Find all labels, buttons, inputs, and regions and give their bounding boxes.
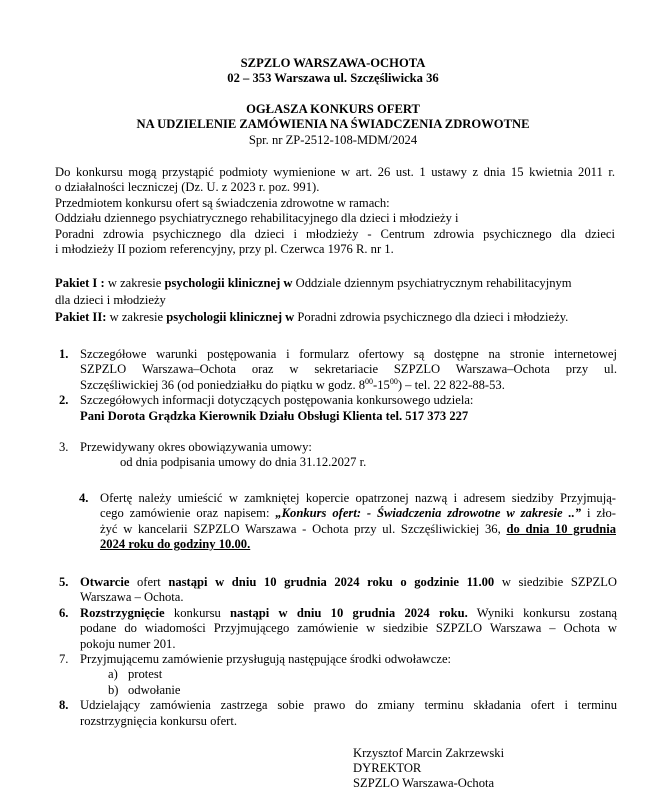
intro-section: [55, 165, 615, 257]
list-item-4-block: [75, 491, 616, 553]
announcement-subtitle: NA UDZIELENIE ZAMÓWIENIA NA ŚWIADCZENIA ZDROWOTNE: [136, 117, 530, 132]
signature-block: [353, 746, 504, 791]
list-items-5-8: [55, 575, 617, 729]
document-header: [0, 56, 666, 148]
list-items-1-2: [55, 347, 617, 424]
list-item-3-block: [55, 440, 617, 471]
intro-line: Poradni zdrowia psychicznego dla dzieci i młodzieży - Centrum zdrowia psychicznego dla dzieci: [55, 226, 615, 241]
org-name: SZPZLO WARSZAWA-OCHOTA: [240, 56, 426, 70]
list-item-6: 6. Rozstrzygnięcie konkursu nastąpi w dniu 10 grudnia 2024 roku. Wyniki konkursu zostaną podane do wiadomości Przyjmującego zamówienie w siedzibie SZPZLO Warszawa – Ochota w pokoju numer 201.: [59, 605, 618, 651]
package-1: Pakiet I : w zakresie psychologii klinicznej w Oddziale dziennym psychiatrycznym rehabilitacyjnym: [55, 276, 572, 290]
signatory-org: SZPZLO Warszawa-Ochota: [353, 776, 495, 790]
list-item-8: 8. Udzielający zamówienia zastrzega sobie prawo do zmiany terminu składania ofert i terminu rozstrzygnięcia konkursu ofert.: [59, 698, 617, 728]
sub-item: b) odwołanie: [108, 682, 181, 697]
list-item-2: 2. Szczegółowych informacji dotyczących postępowania konkursowego udziela: Pani Dorota Grądzka Kierownik Działu Obsługi Klienta tel. 517 373 227: [55, 393, 617, 424]
signatory-title: DYREKTOR: [353, 761, 422, 775]
list-item-7: 7. Przyjmującemu zamówienie przysługują następujące środki odwoławcze: a) protest b) odwołanie: [55, 652, 617, 698]
list-item-4: 4. Ofertę należy umieścić w zamkniętej kopercie opatrzonej nazwą i adresem siedziby Przyjmują- cego zamówienie oraz napisem: „Konkurs ofert: - Świadczenia zdrowotne w zakresie ..” i zło- żyć w kancelarii SZPZLO Warszawa - Ochota przy ul. Szczęśliwickiej 36, do dnia 10 grudnia 2024 roku do godziny 10.00.: [79, 491, 616, 552]
list-item-1: 1. Szczegółowe warunki postępowania i formularz ofertowy są dostępne na stronie internetowej SZPZLO Warszawa–Ochota oraz w sekretariacie SZPZLO Warszawa–Ochota przy ul. Szczęśliwickiej 36 (od poniedziałku do piątku w godz. $8^{00}-15^{00}$) – tel. 22 822-88-53.: [59, 347, 617, 392]
sub-item: a) protest: [108, 667, 163, 682]
intro-line: i młodzieży II poziom referencyjny, przy pl. Czerwca 1976 R. nr 1.: [55, 242, 394, 257]
intro-line: Do konkursu mogą przystąpić podmioty wymienione w art. 26 ust. 1 ustawy z dnia 15 kwietnia 2011 r.: [55, 165, 615, 179]
signatory-name: Krzysztof Marcin Zakrzewski: [353, 746, 505, 760]
case-number: Spr. nr ZP-2512-108-MDM/2024: [248, 132, 418, 147]
org-address: 02 – 353 Warszawa ul. Szczęśliwicka 36: [227, 71, 439, 86]
package-1-cont: dla dzieci i młodzieży: [55, 293, 166, 307]
list-item-3: 3. Przewidywany okres obowiązywania umowy: od dnia podpisania umowy do dnia 31.12.2027 r.: [59, 440, 367, 470]
packages-section: [55, 275, 615, 326]
package-2: Pakiet II: w zakresie psychologii klinicznej w Poradni zdrowia psychicznego dla dzieci i młodzieży.: [55, 310, 569, 324]
intro-line: Przedmiotem konkursu ofert są świadczenia zdrowotne w ramach:: [55, 195, 390, 210]
contact-person: Pani Dorota Grądzka Kierownik Działu Obsługi Klienta tel. 517 373 227: [80, 408, 469, 423]
announcement-title: OGŁASZA KONKURS OFERT: [246, 101, 420, 116]
intro-line: o działalności leczniczej (Dz. U. z 2023 r. poz. 991).: [55, 180, 320, 195]
appeal-measures-list: [80, 667, 617, 698]
list-item-5: 5. Otwarcie ofert nastąpi w dniu 10 grudnia 2024 roku o godzinie 11.00 w siedzibie SZPZLO Warszawa – Ochota.: [59, 575, 618, 605]
intro-line: Oddziału dziennego psychiatrycznego rehabilitacyjnego dla dzieci i młodzieży i: [55, 211, 459, 226]
